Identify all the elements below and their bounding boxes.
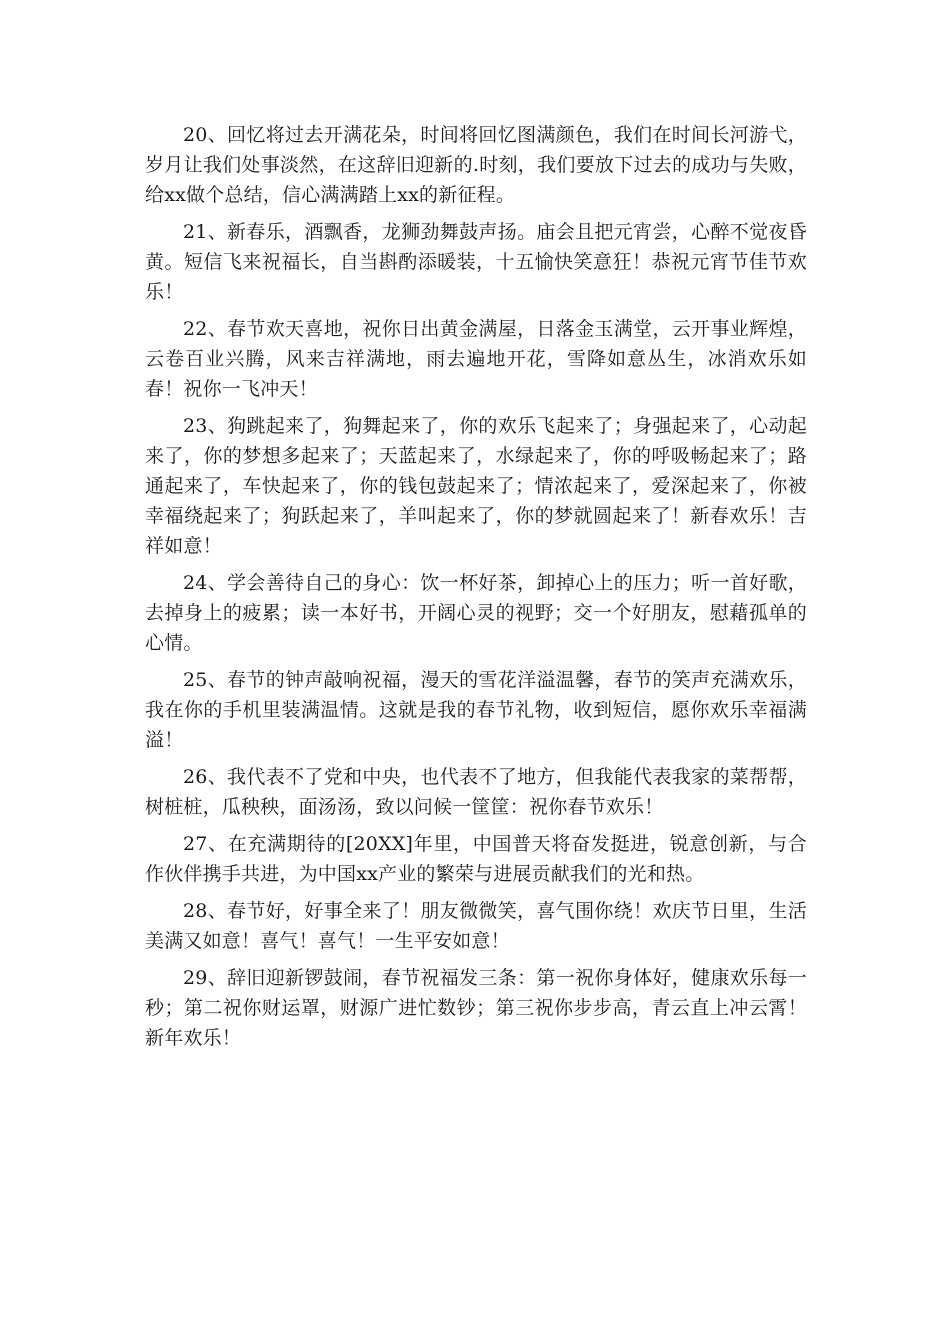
paragraph-27: 27、在充满期待的[20XX]年里，中国普天将奋发挺进，锐意创新，与合作伙伴携手共进，为中国xx产业的繁荣与进展贡献我们的光和热。: [145, 833, 807, 885]
paragraph-23: 23、狗跳起来了，狗舞起来了，你的欢乐飞起来了；身强起来了，心动起来了，你的梦想多起来了；天蓝起来了，水绿起来了，你的呼吸畅起来了；路通起来了，车快起来了，你的钱包鼓起来了；情浓起来了，爱深起来了，你被幸福绕起来了；狗跃起来了，羊叫起来了，你的梦就圆起来了！新春欢乐！吉祥如意！: [145, 415, 807, 557]
paragraph-26: 26、我代表不了党和中央，也代表不了地方，但我能代表我家的菜帮帮，树桩桩，瓜秧秧，面汤汤，致以问候一筐筐：祝你春节欢乐！: [145, 766, 807, 818]
paragraph-25: 25、春节的钟声敲响祝福，漫天的雪花洋溢温馨，春节的笑声充满欢乐，我在你的手机里装满温情。这就是我的春节礼物，收到短信，愿你欢乐幸福满溢！: [145, 669, 807, 751]
paragraph-28: 28、春节好，好事全来了！朋友微微笑，喜气围你绕！欢庆节日里，生活美满又如意！喜气！喜气！一生平安如意！: [145, 900, 807, 952]
document-page: [145, 120, 807, 1060]
paragraph-21: 21、新春乐，酒飘香，龙狮劲舞鼓声扬。庙会且把元宵尝，心醉不觉夜昏黄。短信飞来祝福长，自当斟酌添暖装，十五愉快笑意狂！恭祝元宵节佳节欢乐！: [145, 221, 807, 303]
paragraph-22: 22、春节欢天喜地，祝你日出黄金满屋，日落金玉满堂，云开事业辉煌，云卷百业兴腾，风来吉祥满地，雨去遍地开花，雪降如意丛生，冰消欢乐如春！祝你一飞冲天！: [145, 318, 807, 400]
paragraph-20: 20、回忆将过去开满花朵，时间将回忆图满颜色，我们在时间长河游弋，岁月让我们处事淡然，在这辞旧迎新的.时刻，我们要放下过去的成功与失败，给xx做个总结，信心满满踏上xx的新征程。: [145, 124, 807, 206]
paragraph-24: 24、学会善待自己的身心：饮一杯好茶，卸掉心上的压力；听一首好歌，去掉身上的疲累；读一本好书，开阔心灵的视野；交一个好朋友，慰藉孤单的心情。: [145, 572, 807, 654]
paragraph-29: 29、辞旧迎新锣鼓闹，春节祝福发三条：第一祝你身体好，健康欢乐每一秒；第二祝你财运罩，财源广进忙数钞；第三祝你步步高，青云直上冲云霄！新年欢乐！: [145, 967, 807, 1049]
